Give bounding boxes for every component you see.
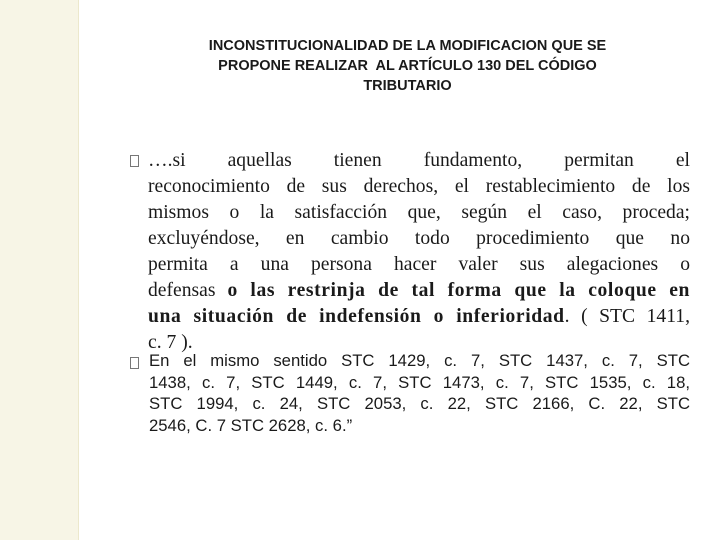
paragraph-1-line-6 [148,278,690,304]
title-line-2: PROPONE REALIZAR AL ARTÍCULO 130 DEL CÓDIGO [218,58,597,74]
paragraph-2-line-4: 2546, C. 7 STC 2628, c. 6.” [149,415,353,435]
paragraph-1-line-6-plain: defensas [148,280,228,301]
bullet-box-icon [130,155,139,170]
paragraph-2-line-3: STC 1994, c. 24, STC 2053, c. 22, STC 2166, C. 22, STC [149,394,690,413]
paragraph-1-line-5: permita a una persona hacer valer sus alegaciones o [148,254,690,275]
title-line-1: INCONSTITUCIONALIDAD DE LA MODIFICACION QUE SE [208,38,607,54]
bullet-paragraph-1 [148,148,690,356]
title-line-3: TRIBUTARIO [363,78,452,94]
paragraph-1-line-3: mismos o la satisfacción que, según el caso, proceda; [148,202,690,223]
paragraph-1-line-8: c. 7 ). [148,332,193,353]
bullet-paragraph-2 [149,350,690,436]
paragraph-1-line-2: reconocimiento de sus derechos, el restablecimiento de los [148,176,690,197]
slide-title [100,36,715,96]
paragraph-1-line-1: ….si aquellas tienen fundamento, permitan el [148,150,690,171]
paragraph-1-emphasis-2: una situación de indefensión o inferioridad [148,306,565,327]
decorative-side-band [0,0,79,540]
paragraph-2-line-1: En el mismo sentido STC 1429, c. 7, STC 1437, c. 7, STC [149,351,690,370]
paragraph-2-line-2: 1438, c. 7, STC 1449, c. 7, STC 1473, c. 7, STC 1535, c. 18, [149,372,690,392]
paragraph-1-line-7-plain: . ( STC 1411, [564,306,690,327]
paragraph-1-line-7 [148,304,690,330]
bullet-box-icon [130,357,139,372]
paragraph-1-emphasis-1: o las restrinja de tal forma que la coloque en [227,280,690,301]
paragraph-1-line-4: excluyéndose, en cambio todo procedimiento que no [148,228,690,249]
